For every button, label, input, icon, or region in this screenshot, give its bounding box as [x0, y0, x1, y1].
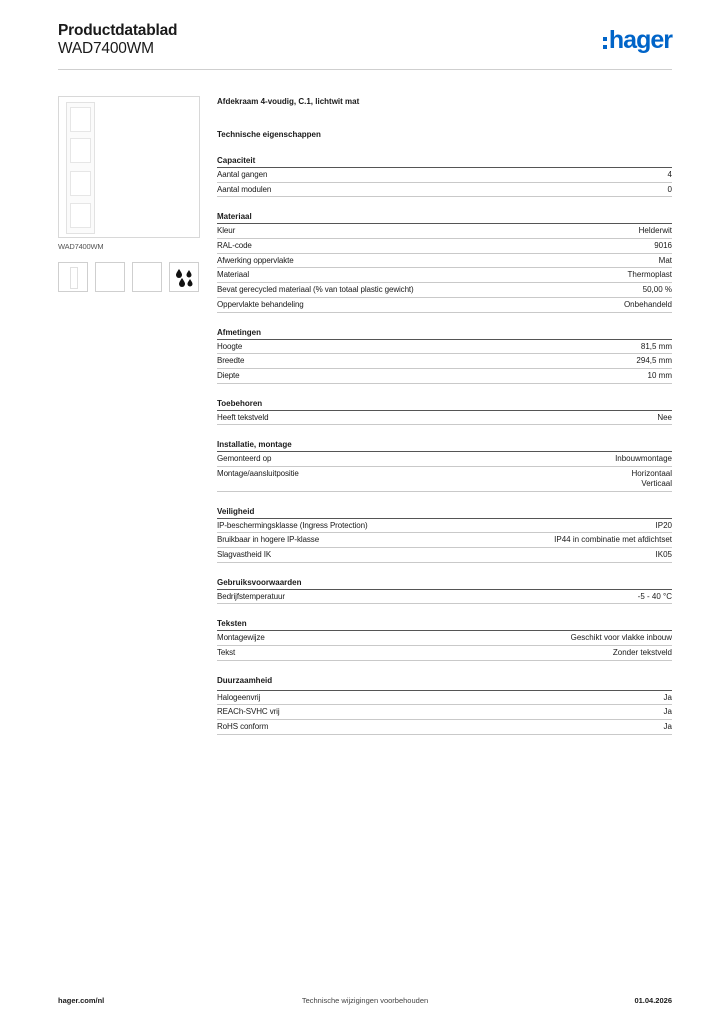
spec-value: 81,5 mm [640, 341, 672, 351]
document-title: Productdatablad [58, 22, 178, 39]
spec-label: Breedte [217, 356, 245, 366]
cover-frame-illustration [66, 102, 95, 234]
spec-label: Gemonteerd op [217, 454, 272, 464]
section-heading: Gebruiksvoorwaarden [217, 576, 672, 590]
logo-text: hager [608, 26, 672, 54]
spec-value: Thermoplast [627, 270, 672, 280]
spec-row [217, 590, 672, 605]
spec-row [217, 646, 672, 661]
spec-row [217, 533, 672, 548]
section-materiaal [217, 210, 672, 312]
spec-row [217, 519, 672, 534]
technical-properties-heading: Technische eigenschappen [217, 130, 321, 139]
section-capaciteit [217, 154, 672, 197]
spec-label: Materiaal [217, 270, 250, 280]
spec-row [217, 168, 672, 183]
thumbnail-strip [58, 262, 199, 292]
spec-row [217, 354, 672, 369]
section-heading: Installatie, montage [217, 438, 672, 452]
spec-row [217, 369, 672, 384]
spec-value: 294,5 mm [636, 356, 672, 366]
spec-value-line: Verticaal [641, 478, 672, 488]
spec-value: Ja [663, 707, 672, 717]
section-duurzaamheid [217, 674, 672, 735]
spec-row [217, 411, 672, 426]
spec-value: 50,00 % [642, 285, 672, 295]
product-description: Afdekraam 4-voudig, C.1, lichtwit mat [217, 97, 360, 106]
mini-frame-icon [70, 267, 78, 289]
spec-value: 10 mm [647, 370, 672, 380]
spec-value: Ja [663, 692, 672, 702]
spec-row [217, 224, 672, 239]
section-heading: Afmetingen [217, 326, 672, 340]
spec-label: Montage/aansluitpositie [217, 468, 299, 478]
page-footer [58, 996, 672, 1008]
spec-label: Halogeenvrij [217, 692, 261, 702]
section-heading: Veiligheid [217, 505, 672, 519]
section-veiligheid [217, 505, 672, 563]
spec-label: Aantal gangen [217, 170, 268, 179]
frame-opening [70, 203, 91, 228]
spec-label: Montagewijze [217, 633, 265, 643]
spec-label: Bedrijfstemperatuur [217, 591, 285, 601]
footer-website-link[interactable]: hager.com/nl [58, 996, 105, 1005]
spec-label: Afwerking oppervlakte [217, 255, 294, 265]
switch-frame-thumbnail[interactable] [58, 262, 88, 292]
section-teksten [217, 617, 672, 660]
water-drops-thumbnail[interactable] [169, 262, 199, 292]
spec-value: IP20 [655, 520, 672, 530]
spec-label: Hoogte [217, 341, 243, 351]
spec-value: Ja [663, 722, 672, 732]
product-code: WAD7400WM [58, 40, 154, 57]
spec-value: -5 - 40 °C [637, 591, 672, 601]
frame-opening [70, 107, 91, 132]
spec-row [217, 691, 672, 706]
section-heading: Materiaal [217, 210, 672, 224]
spec-row [217, 340, 672, 355]
spec-row [217, 254, 672, 269]
footer-notice: Technische wijzigingen voorbehouden [301, 996, 429, 1005]
spec-value-line: Horizontaal [631, 468, 672, 478]
footer-date: 01.04.2026 [634, 996, 672, 1005]
image-caption: WAD7400WM [58, 242, 104, 251]
section-toebehoren [217, 397, 672, 426]
spec-row [217, 548, 672, 563]
product-image[interactable] [58, 96, 200, 238]
spec-value: IP44 in combinatie met afdichtset [554, 535, 672, 545]
spec-row [217, 631, 672, 646]
blank-frame-thumbnail[interactable] [95, 262, 125, 292]
spec-row [217, 720, 672, 735]
section-heading: Teksten [217, 617, 672, 631]
spec-row [217, 705, 672, 720]
spec-label: RAL-code [217, 241, 252, 251]
spec-value: Inbouwmontage [615, 454, 672, 464]
spec-value: 9016 [654, 241, 672, 251]
spec-label: RoHS conform [217, 722, 269, 732]
spec-value: Nee [657, 412, 672, 422]
spec-label: IP-beschermingsklasse (Ingress Protection) [217, 520, 368, 530]
spec-value: IK05 [655, 550, 672, 559]
spec-row [217, 239, 672, 254]
spec-value: Helderwit [638, 226, 672, 236]
spec-row [217, 283, 672, 298]
spec-label: Diepte [217, 370, 240, 380]
section-gebruiksvoorwaarden [217, 576, 672, 605]
spec-label: Kleur [217, 226, 236, 236]
section-installatie-montage [217, 438, 672, 491]
spec-value [632, 469, 672, 489]
spec-value: Onbehandeld [623, 299, 672, 309]
spec-row [217, 467, 672, 492]
spec-row [217, 268, 672, 283]
spec-row [217, 298, 672, 313]
spec-row [217, 183, 672, 198]
spec-value: 4 [667, 170, 672, 179]
blank-frame-thumbnail[interactable] [132, 262, 162, 292]
spec-content [217, 96, 672, 735]
spec-label: Aantal modulen [217, 184, 272, 194]
page-header [58, 22, 672, 70]
spec-label: Tekst [217, 648, 236, 658]
spec-label: Slagvastheid IK [217, 550, 272, 559]
spec-label: Bruikbaar in hogere IP-klasse [217, 535, 320, 545]
spec-label: Oppervlakte behandeling [217, 299, 304, 309]
spec-label: Heeft tekstveld [217, 412, 269, 422]
frame-opening [70, 138, 91, 163]
hager-logo[interactable] [603, 28, 672, 53]
water-drops-icon [170, 263, 198, 291]
logo-dots-icon [603, 37, 607, 49]
spec-value: Mat [658, 255, 672, 265]
spec-label: REACh-SVHC vrij [217, 707, 280, 717]
section-heading: Toebehoren [217, 397, 672, 411]
spec-row [217, 452, 672, 467]
spec-label: Bevat gerecycled materiaal (% van totaal plastic gewicht) [217, 285, 414, 295]
section-afmetingen [217, 326, 672, 384]
frame-opening [70, 171, 91, 196]
section-heading: Duurzaamheid [217, 674, 672, 691]
section-heading: Capaciteit [217, 154, 672, 168]
spec-value: Zonder tekstveld [612, 648, 672, 658]
spec-value: Geschikt voor vlakke inbouw [570, 633, 672, 643]
header-divider [58, 69, 672, 70]
spec-value: 0 [667, 184, 672, 194]
